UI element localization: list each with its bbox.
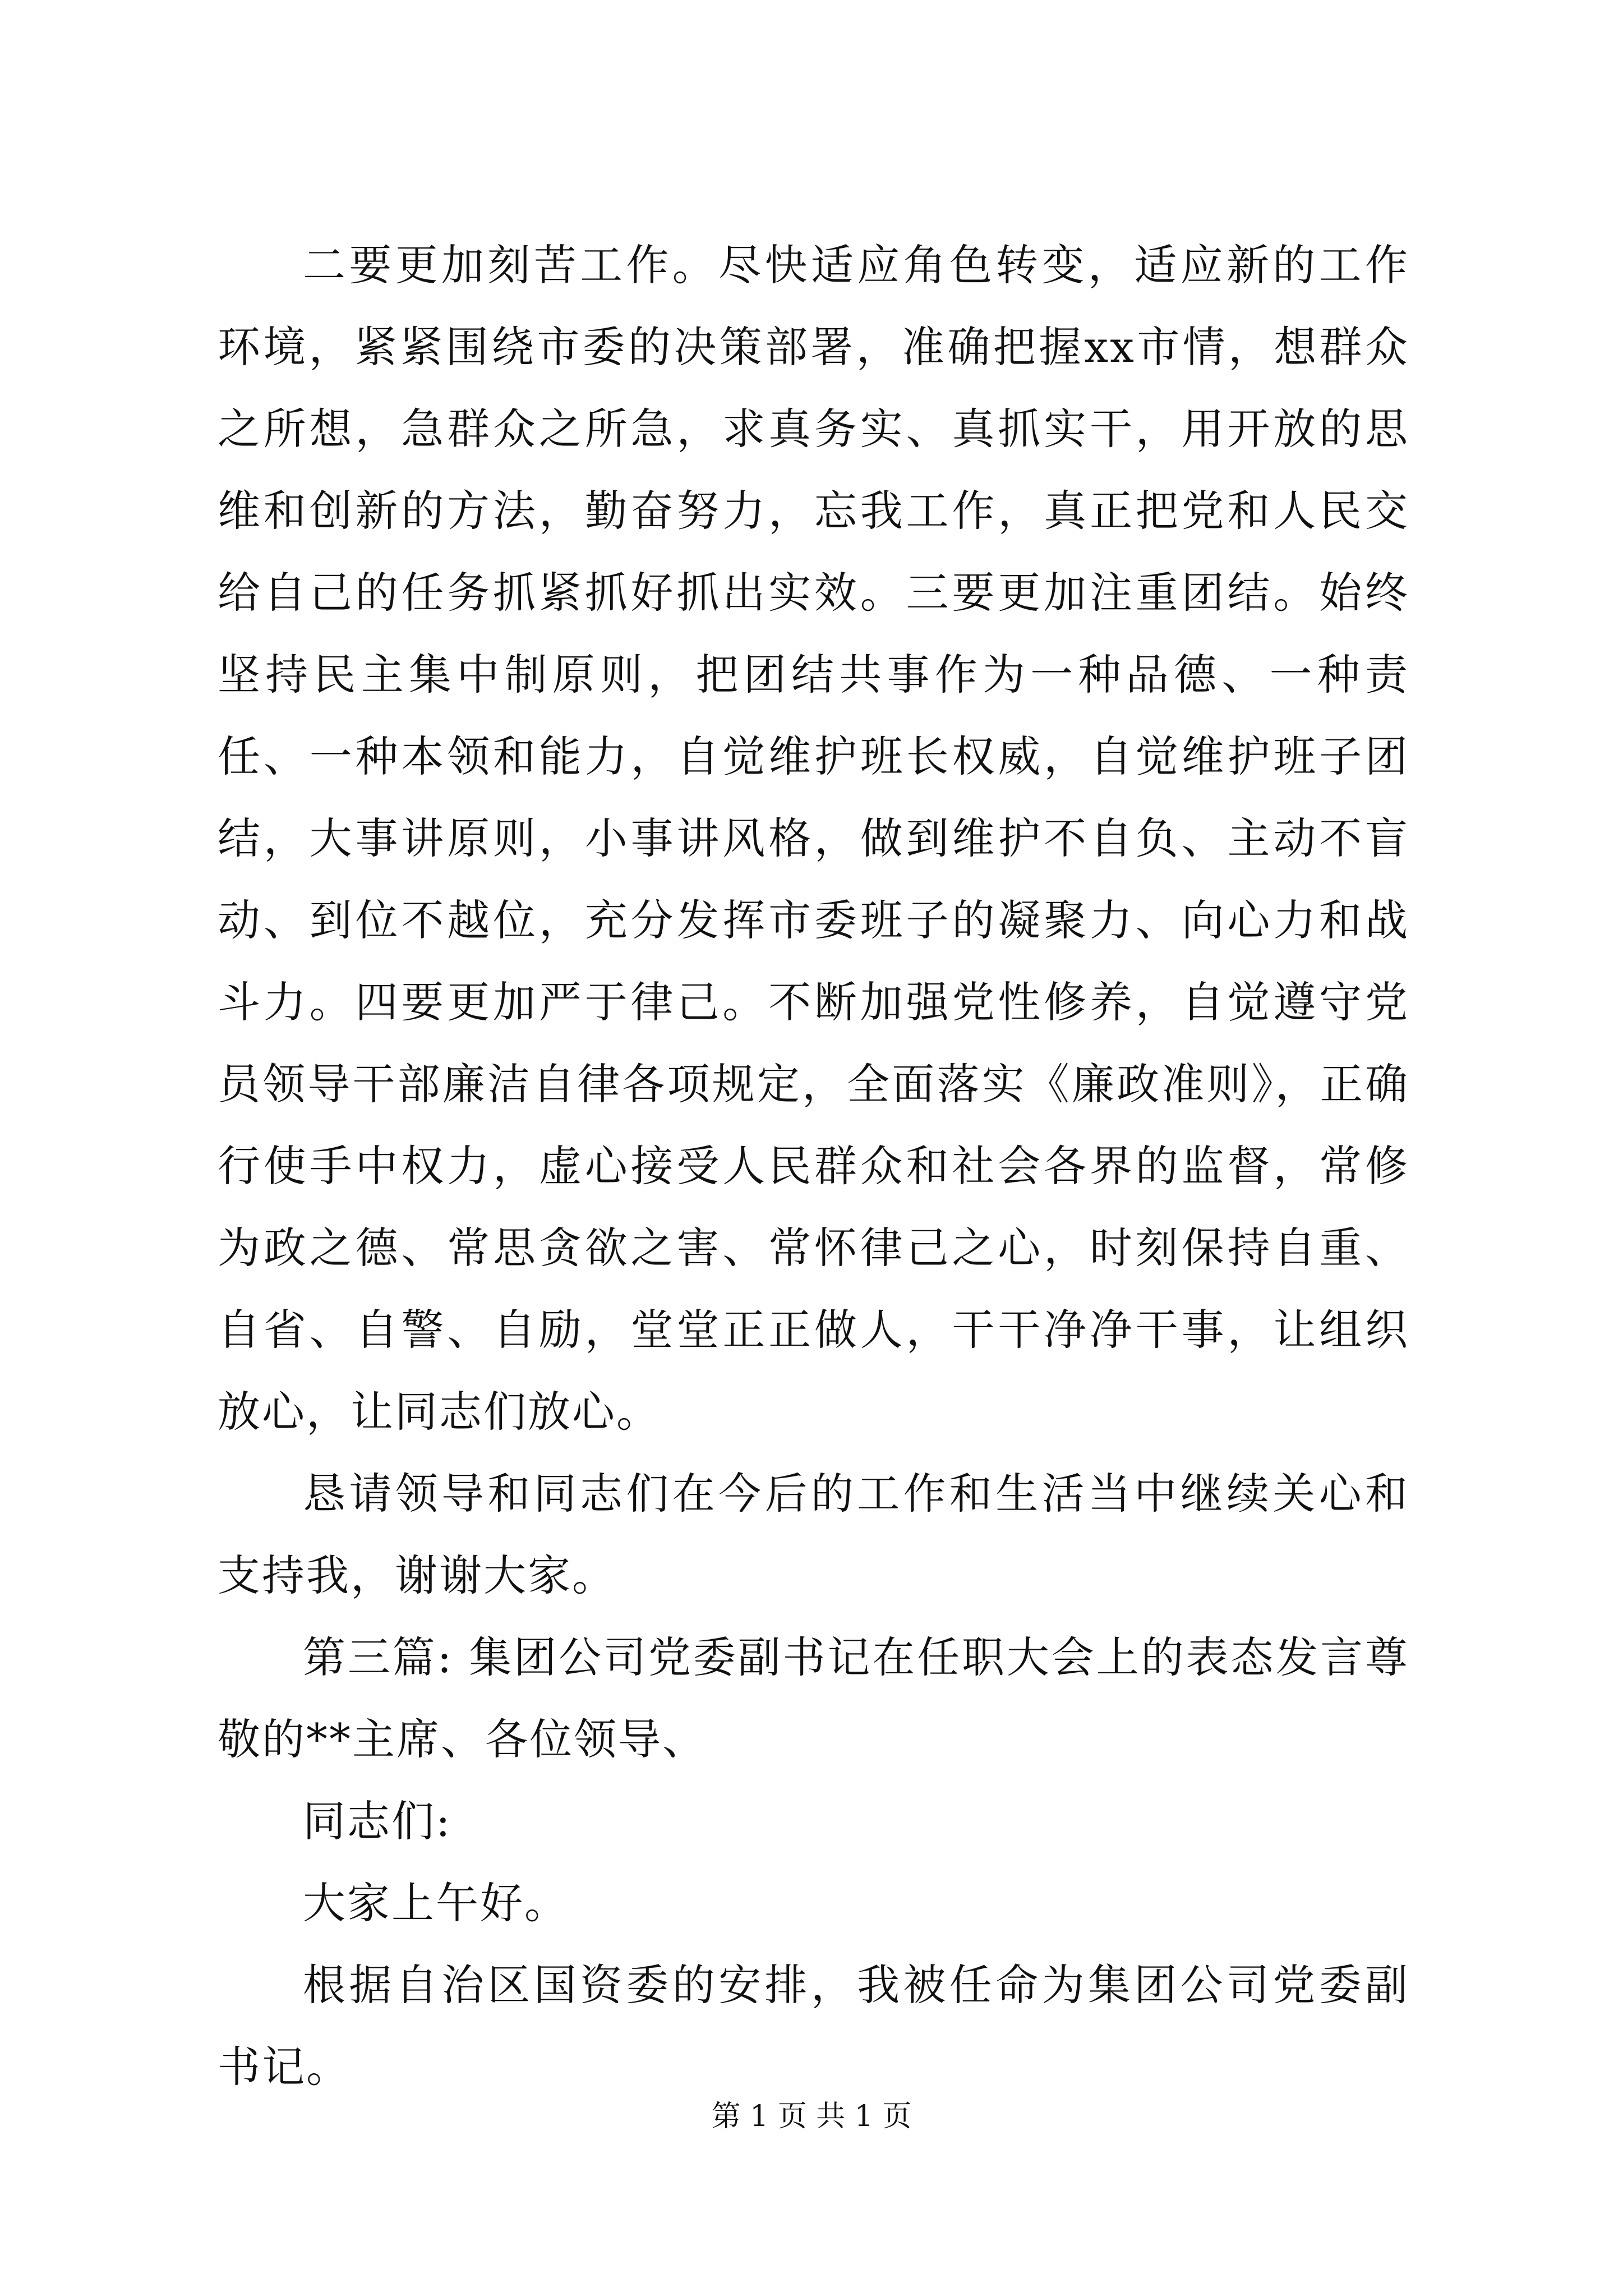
paragraph-work-commitments: 二要更加刻苦工作。尽快适应角色转变，适应新的工作环境，紧紧围绕市委的决策部署，准确把握xx市情，想群众之所想，急群众之所急，求真务实、真抓实干，用开放的思维和创新的方法，勤奋努力，忘我工作，真正把党和人民交给自己的任务抓紧抓好抓出实效。三要更加注重团结。始终坚持民主集中制原则，把团结共事作为一种品德、一种责任、一种本领和能力，自觉维护班长权威，自觉维护班子团结，大事讲原则，小事讲风格，做到维护不自负、主动不盲动、到位不越位，充分发挥市委班子的凝聚力、向心力和战斗力。四要更加严于律己。不断加强党性修养，自觉遵守党员领导干部廉洁自律各项规定，全面落实《廉政准则》，正确行使手中权力，虚心接受人民群众和社会各界的监督，常修为政之德、常思贪欲之害、常怀律己之心，时刻保持自重、自省、自警、自励，堂堂正正做人，干干净净干事，让组织放心，让同志们放心。 [218, 240, 1409, 1437]
paragraph-request-support: 恳请领导和同志们在今后的工作和生活当中继续关心和支持我，谢谢大家。 [218, 1469, 1409, 1600]
paragraph-good-morning: 大家上午好。 [303, 1878, 569, 1928]
paragraph-section-three-heading: 第三篇: 集团公司党委副书记在任职大会上的表态发言尊敬的**主席、各位领导、 [218, 1632, 1409, 1764]
document-body [218, 224, 1409, 2108]
page-footer: 第 1 页 共 1 页 [711, 2100, 912, 2133]
paragraph-appointment: 根据自治区国资委的安排，我被任命为集团公司党委副书记。 [218, 1960, 1409, 2092]
paragraph-greeting-comrades: 同志们: [303, 1796, 452, 1846]
